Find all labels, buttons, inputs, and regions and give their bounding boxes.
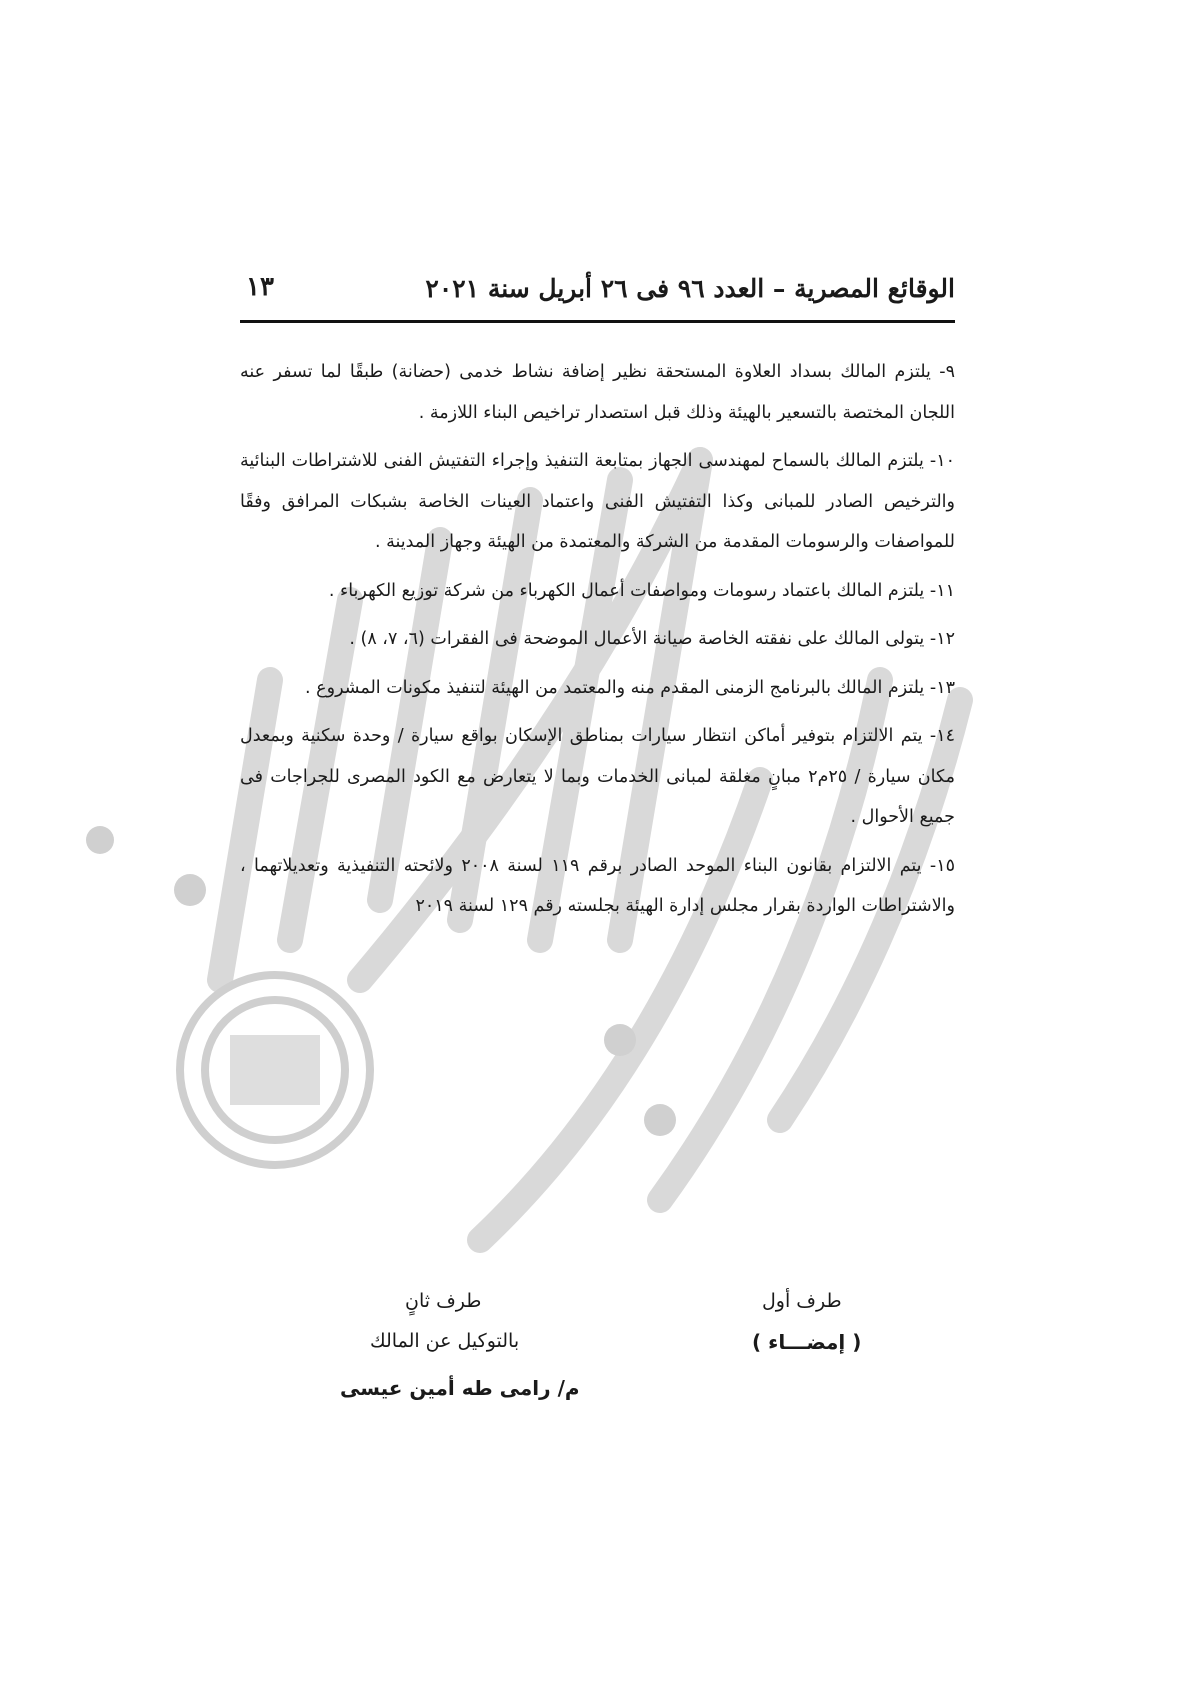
clause-10: ١٠- يلتزم المالك بالسماح لمهندسى الجهاز بمتابعة التنفيذ وإجراء التفتيش الفنى للاشتراطات البنائية والترخيص الصادر للمبانى وكذا التفتيش الفنى واعتماد العينات الخاصة بشبكات المرافق وفقًا للمواصفات والرسومات المقدمة من الشركة والمعتمدة من الهيئة وجهاز المدينة . [240, 451, 955, 552]
clause-14: ١٤- يتم الالتزام بتوفير أماكن انتظار سيارات بمناطق الإسكان بواقع سيارة / وحدة سكنية وبمعدل مكان سيارة / ٢٥م٢ مبانٍ مغلقة لمبانى الخدمات وبما لا يتعارض مع الكود المصرى للجراجات فى جميع الأحوال . [240, 726, 955, 827]
second-party-label: طرف ثانٍ [405, 1290, 482, 1312]
second-party-proxy: بالتوكيل عن المالك [370, 1330, 520, 1352]
clause-15: ١٥- يتم الالتزام بقانون البناء الموحد الصادر برقم ١١٩ لسنة ٢٠٠٨ ولائحته التنفيذية وتعديلاتهما ، والاشتراطات الواردة بقرار مجلس إدارة الهيئة بجلسته رقم ١٢٩ لسنة ٢٠١٩ [240, 855, 956, 916]
clause-13: ١٣- يلتزم المالك بالبرنامج الزمنى المقدم منه والمعتمد من الهيئة لتنفيذ مكونات المشروع . [305, 677, 955, 698]
clause-11: ١١- يلتزم المالك باعتماد رسومات ومواصفات أعمال الكهرباء من شركة توزيع الكهرباء . [328, 580, 955, 601]
first-party-signature: ( إمضـــاء ) [752, 1330, 862, 1354]
gazette-title: الوقائع المصرية – العدد ٩٦ فى ٢٦ أبريل سنة ٢٠٢١ [425, 274, 955, 303]
clause-9: ٩- يلتزم المالك بسداد العلاوة المستحقة نظير إضافة نشاط خدمى (حضانة) طبقًا لما تسفر عنه اللجان المختصة بالتسعير بالهيئة وذلك قبل استصدار تراخيص البناء اللازمة . [240, 362, 955, 423]
second-party-name: م/ رامى طه أمين عيسى [340, 1376, 580, 1400]
document-body [240, 352, 955, 935]
clause-12: ١٢- يتولى المالك على نفقته الخاصة صيانة الأعمال الموضحة فى الفقرات (٦، ٧، ٨) . [349, 629, 955, 649]
first-party-label: طرف أول [762, 1290, 842, 1312]
page-number: ١٣ [246, 272, 274, 302]
page-header [240, 268, 955, 323]
